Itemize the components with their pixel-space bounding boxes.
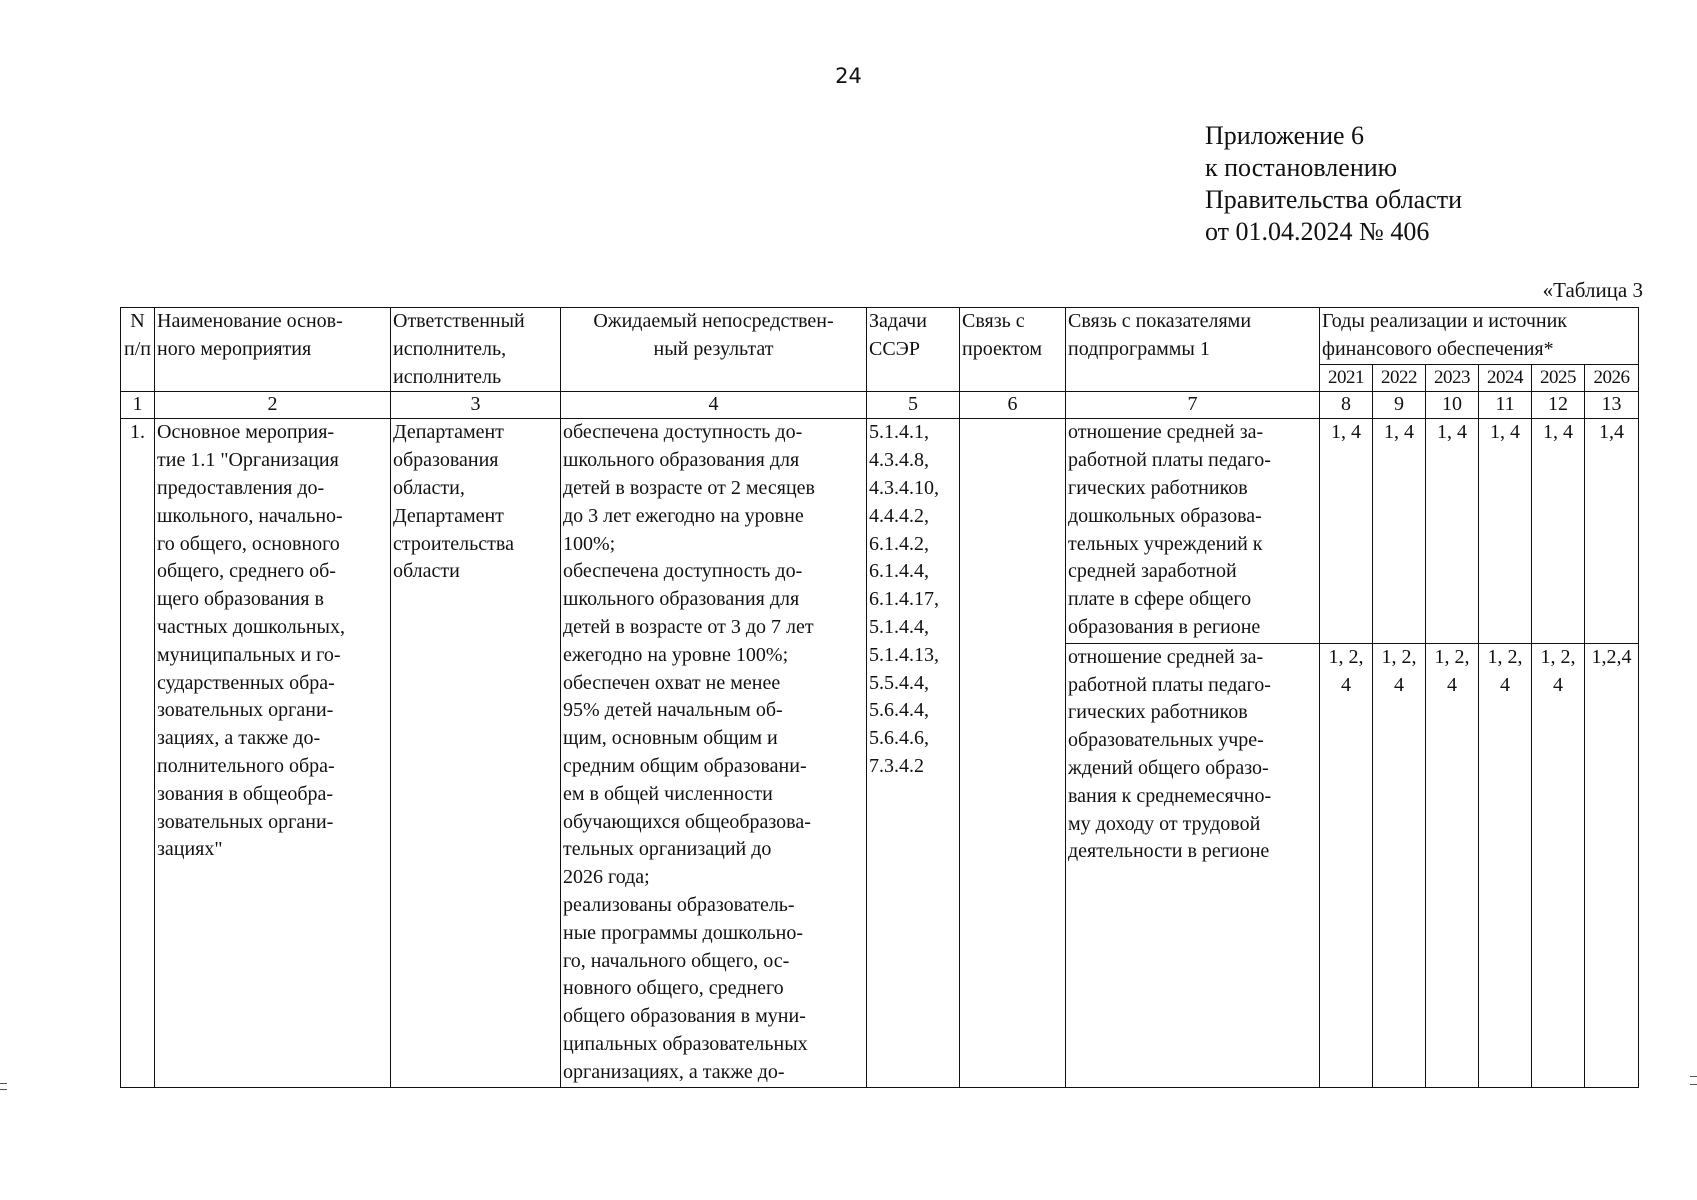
expected-result: обеспечена доступность до- школьного образования для детей в возрасте от 2 месяцев до 3 лет ежегодно на уровне 100%; обеспечена доступность до- школьного образования для детей в возрасте от 3 до 7 лет ежегодно на уровне 100%; обеспечен охват не менее 95% детей начальным об- щим, основным общим и средним общим образовани- ем в общей численности обучающихся общеобразова- тельных организаций до 2026 года; реализованы образователь- ные программы дошкольно- го, начального общего, ос- новного общего, среднего общего образования в муни- ципальных образовательных организациях, а также до- (561, 419, 867, 1087)
column-number: 5 (867, 392, 960, 419)
executor: Департамент образования области, Департамент строительства области (391, 419, 561, 1087)
financing-cell: 1,2,4 (1585, 643, 1639, 1087)
financing-cell: 1, 4 (1532, 419, 1585, 643)
header-cell-measure: Наименование основ- ного мероприятия (155, 308, 391, 392)
financing-cell: 1, 4 (1479, 419, 1532, 643)
financing-cell: 1, 4 (1373, 419, 1426, 643)
activities-table (120, 307, 1639, 1088)
appendix-block (1205, 120, 1462, 248)
header-year: 2025 (1532, 365, 1585, 392)
header-cell-executor: Ответственный исполнитель, исполнитель (391, 308, 561, 392)
measure-name: Основное мероприя- тие 1.1 "Организация предоставления до- школьного, начально- го общего, основного общего, среднего об- щего образования в частных дошкольных, муниципальных и го- сударственных обра- зовательных органи- зациях, а также до- полнительного обра- зования в общеобра- зовательных органи- зациях" (155, 419, 391, 1087)
row-number: 1. (121, 419, 155, 1087)
column-number-row (121, 392, 1639, 419)
header-year: 2026 (1585, 365, 1639, 392)
header-cell-result: Ожидаемый непосредствен- ный результат (561, 308, 867, 392)
scan-edge-mark (1690, 1084, 1697, 1085)
project-link (960, 419, 1066, 1087)
appendix-line: Правительства области (1205, 185, 1463, 214)
page-number: 24 (835, 64, 862, 88)
header-year: 2023 (1426, 365, 1479, 392)
indicator-text: отношение средней за- работной платы педаго- гических работников дошкольных образова- тельных учреждений к средней заработной плате в сфере общего образования в регионе (1066, 419, 1320, 643)
column-number: 7 (1066, 392, 1320, 419)
column-number: 4 (561, 392, 867, 419)
appendix-line: Приложение 6 (1205, 121, 1365, 150)
header-cell-tasks: Задачи ССЭР (867, 308, 960, 392)
header-cell-years-group: Годы реализации и источник финансового обеспечения* (1320, 308, 1639, 365)
financing-cell: 1, 4 (1426, 419, 1479, 643)
column-number: 6 (960, 392, 1066, 419)
column-number: 10 (1426, 392, 1479, 419)
header-row (121, 308, 1639, 365)
column-number: 8 (1320, 392, 1373, 419)
column-number: 3 (391, 392, 561, 419)
header-cell-indicators: Связь с показателями подпрограммы 1 (1066, 308, 1320, 392)
header-year: 2021 (1320, 365, 1373, 392)
column-number: 11 (1479, 392, 1532, 419)
header-cell-project: Связь с проектом (960, 308, 1066, 392)
appendix-line: к постановлению (1205, 153, 1398, 182)
financing-cell: 1, 2, 4 (1320, 643, 1373, 1087)
column-number: 13 (1585, 392, 1639, 419)
column-number: 12 (1532, 392, 1585, 419)
financing-cell: 1,4 (1585, 419, 1639, 643)
financing-cell: 1, 2, 4 (1532, 643, 1585, 1087)
scan-edge-mark (0, 1089, 7, 1090)
indicator-text: отношение средней за- работной платы педаго- гических работников образовательных учре- ждений общего образо- вания к среднемесячно- му доходу от трудовой деятельности в регионе (1066, 643, 1320, 1087)
column-number: 1 (121, 392, 155, 419)
ssep-tasks: 5.1.4.1, 4.3.4.8, 4.3.4.10, 4.4.4.2, 6.1.4.2, 6.1.4.4, 6.1.4.17, 5.1.4.4, 5.1.4.13, 5.5.4.4, 5.6.4.4, 5.6.4.6, 7.3.4.2 (867, 419, 960, 1087)
column-number: 2 (155, 392, 391, 419)
header-year: 2022 (1373, 365, 1426, 392)
scan-edge-mark (0, 1083, 7, 1084)
scan-edge-mark (1690, 1076, 1697, 1077)
financing-cell: 1, 4 (1320, 419, 1373, 643)
financing-cell: 1, 2, 4 (1426, 643, 1479, 1087)
header-cell-number: N п/п (121, 308, 155, 392)
financing-cell: 1, 2, 4 (1373, 643, 1426, 1087)
column-number: 9 (1373, 392, 1426, 419)
header-year: 2024 (1479, 365, 1532, 392)
financing-cell: 1, 2, 4 (1479, 643, 1532, 1087)
table-caption: «Таблица 3 (1542, 278, 1643, 302)
table-row (121, 419, 1639, 643)
appendix-line: от 01.04.2024 № 406 (1205, 217, 1430, 246)
